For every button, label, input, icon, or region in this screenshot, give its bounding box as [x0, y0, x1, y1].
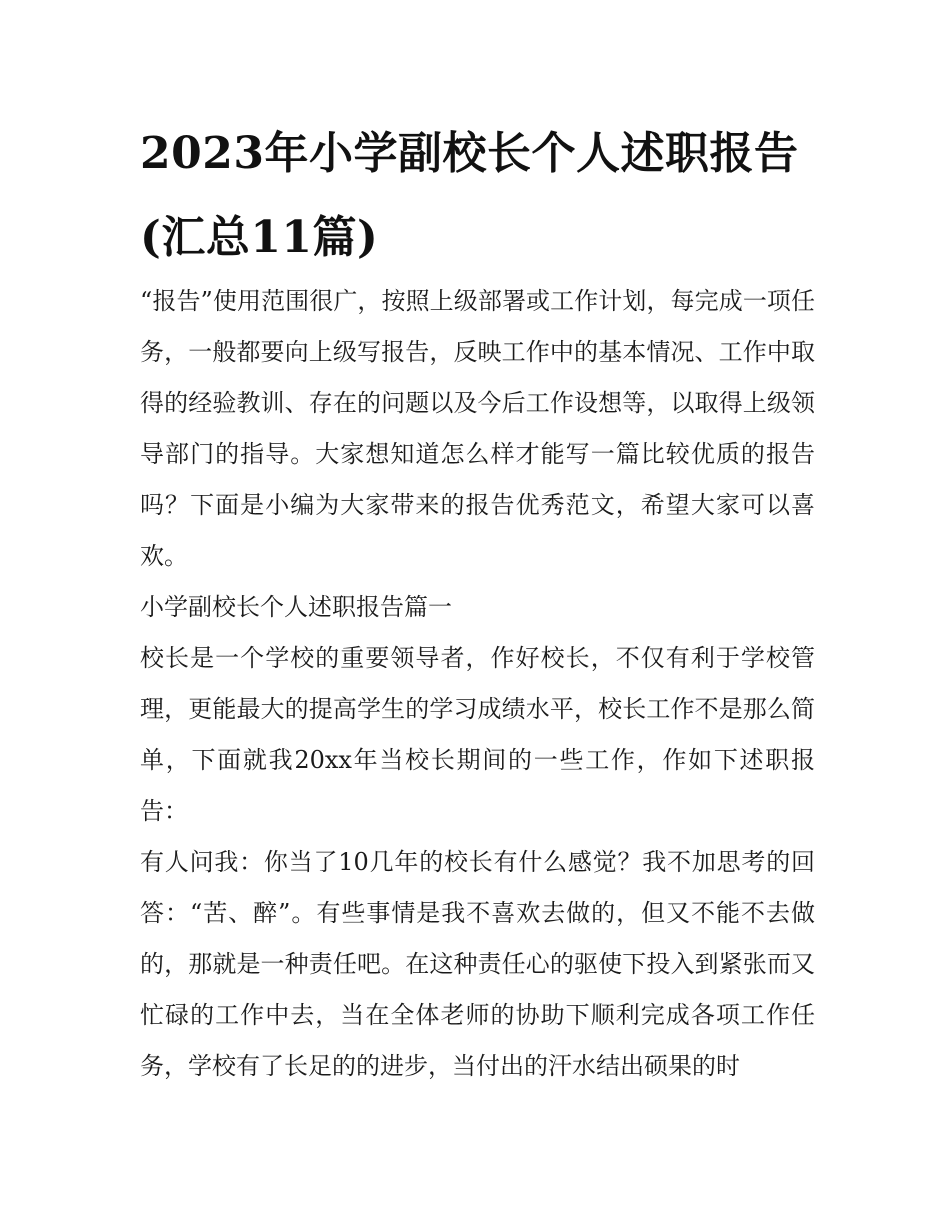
document-title: 2023年小学副校长个人述职报告(汇总11篇): [140, 128, 799, 263]
body-paragraph: 校长是一个学校的重要领导者，作好校长，不仅有利于学校管理，更能最大的提高学生的学习成绩水平，校长工作不是那么简单，下面就我20xx年当校长期间的一些工作，作如下述职报告：: [140, 644, 815, 825]
section-heading: 小学副校长个人述职报告篇一: [140, 593, 452, 621]
intro-paragraph: “报告”使用范围很广，按照上级部署或工作计划，每完成一项任务，一般都要向上级写报告，反映工作中的基本情况、工作中取得的经验教训、存在的问题以及今后工作设想等，以取得上级领导部门的指导。大家想知道怎么样才能写一篇比较优质的报告吗？下面是小编为大家带来的报告优秀范文，希望大家可以喜欢。: [140, 287, 815, 570]
body-paragraph: 有人问我：你当了10几年的校长有什么感觉？我不加思考的回答：“苦、醉”。有些事情是我不喜欢去做的，但又不能不去做的，那就是一种责任吧。在这种责任心的驱使下投入到紧张而又忙碌的工作中去，当在全体老师的协助下顺利完成各项工作任务，学校有了长足的的进步，当付出的汗水结出硕果的时: [140, 848, 815, 1080]
document-body: [140, 276, 815, 1092]
